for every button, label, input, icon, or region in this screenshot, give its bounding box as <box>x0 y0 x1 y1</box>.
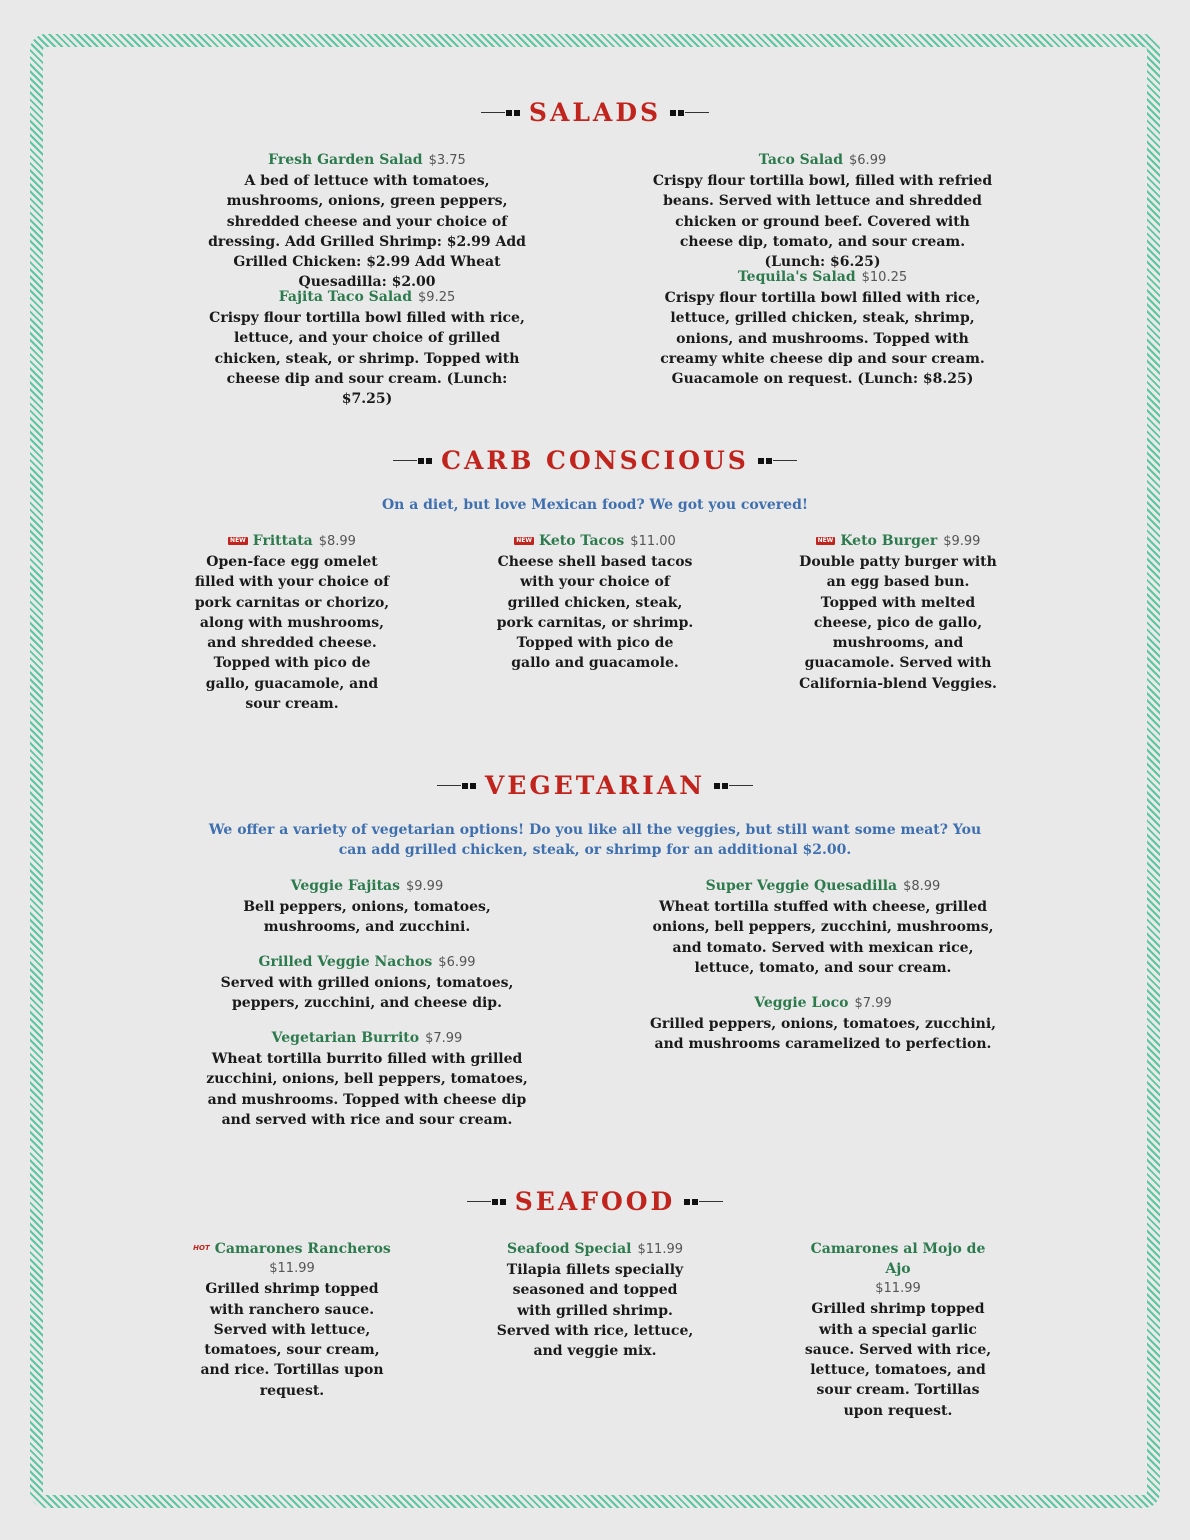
title-ornament-right <box>683 1199 723 1205</box>
item-price: $7.99 <box>854 996 892 1011</box>
item-description: Crispy flour tortilla bowl filled with rice, lettuce, grilled chicken, steak, shrimp, onions, and mushrooms. Topped with creamy white cheese dip and sour cream. Guacamole on request. (Lunch: $8.25) <box>660 290 985 388</box>
item-name: Camarones al Mojo de Ajo <box>810 1241 986 1277</box>
item-name: Grilled Veggie Nachos <box>258 954 433 970</box>
title-ornament-right <box>713 783 753 789</box>
title-ornament-right <box>669 110 709 116</box>
title-ornament-left <box>467 1199 507 1205</box>
item-name: Frittata <box>252 533 313 549</box>
menu-item <box>192 531 392 714</box>
item-description: Served with grilled onions, tomatoes, peppers, zucchini, and cheese dip. <box>220 975 514 1012</box>
title-ornament-right <box>757 458 797 464</box>
item-price: $3.75 <box>428 153 466 168</box>
item-price: $11.99 <box>269 1261 315 1276</box>
section-title-carb-conscious: CARB CONSCIOUS <box>0 446 1190 475</box>
item-price: $8.99 <box>318 534 356 549</box>
item-price: $11.99 <box>637 1242 683 1257</box>
menu-item <box>200 1028 534 1130</box>
item-name: Keto Burger <box>840 533 938 549</box>
new-badge-icon: NEW <box>516 537 532 544</box>
item-description: Grilled shrimp topped with ranchero sauce. Served with lettuce, tomatoes, sour cream, and rice. Tortillas upon request. <box>200 1281 384 1399</box>
menu-item <box>192 1239 392 1401</box>
item-name: Keto Tacos <box>538 533 625 549</box>
menu-item <box>648 993 998 1055</box>
item-price: $8.99 <box>903 879 941 894</box>
item-price: $11.99 <box>875 1281 921 1296</box>
item-name: Tequila's Salad <box>737 269 856 285</box>
item-description: Crispy flour tortilla bowl, filled with refried beans. Served with lettuce and shredded chicken or ground beef. Covered with cheese dip, tomato, and sour cream. (Lunch: $6.25) <box>652 173 993 271</box>
title-ornament-left <box>481 110 521 116</box>
item-description: Tilapia fillets specially seasoned and topped with grilled shrimp. Served with rice, lettuce, and veggie mix. <box>496 1262 694 1360</box>
item-price: $9.99 <box>406 879 444 894</box>
item-name: Veggie Fajitas <box>290 878 400 894</box>
item-name: Fajita Taco Salad <box>278 289 413 305</box>
menu-item <box>650 150 995 272</box>
menu-item <box>495 1239 695 1361</box>
section-subtitle: We offer a variety of vegetarian options! Do you like all the veggies, but still want some meat? You can add grilled chicken, steak, or shrimp for an additional $2.00. <box>208 822 982 858</box>
item-description: Grilled shrimp topped with a special garlic sauce. Served with rice, lettuce, tomatoes, and sour cream. Tortillas upon request. <box>804 1301 992 1419</box>
section-title-seafood: SEAFOOD <box>0 1187 1190 1216</box>
item-description: Grilled peppers, onions, tomatoes, zucchini, and mushrooms caramelized to perfection. <box>649 1016 997 1053</box>
menu-item <box>200 150 534 293</box>
item-name: Fresh Garden Salad <box>268 152 423 168</box>
item-price: $11.00 <box>630 534 676 549</box>
section-subtitle: On a diet, but love Mexican food? We got you covered! <box>381 497 809 513</box>
item-price: $9.25 <box>418 290 456 305</box>
section-title-vegetarian: VEGETARIAN <box>0 771 1190 800</box>
item-name: Vegetarian Burrito <box>271 1030 420 1046</box>
item-description: Bell peppers, onions, tomatoes, mushrooms, and zucchini. <box>243 899 491 936</box>
menu-item <box>798 531 998 694</box>
hot-badge-icon: HOT <box>193 1244 210 1252</box>
new-badge-icon: NEW <box>817 537 834 544</box>
new-badge-icon: NEW <box>230 537 246 544</box>
menu-item <box>196 952 538 1014</box>
item-description: Wheat tortilla stuffed with cheese, grilled onions, bell peppers, zucchini, mushrooms, and tomato. Served with mexican rice, lettuce, tomato, and sour cream. <box>652 899 994 976</box>
title-ornament-left <box>393 458 433 464</box>
item-name: Camarones Rancheros <box>214 1241 391 1257</box>
menu-item <box>650 267 995 389</box>
item-description: Crispy flour tortilla bowl filled with rice, lettuce, and your choice of grilled chicken, steak, or shrimp. Topped with cheese dip and sour cream. (Lunch: $7.25) <box>209 310 525 408</box>
item-name: Taco Salad <box>758 152 844 168</box>
menu-item <box>495 531 695 674</box>
section-title-salads: SALADS <box>0 98 1190 127</box>
title-ornament-left <box>437 783 477 789</box>
menu-item <box>200 287 534 409</box>
item-description: Open-face egg omelet filled with your choice of pork carnitas or chorizo, along with mushrooms, and shredded cheese. Topped with pico de gallo, guacamole, and sour cream. <box>194 554 390 713</box>
item-name: Super Veggie Quesadilla <box>705 878 898 894</box>
item-price: $7.99 <box>425 1031 463 1046</box>
item-name: Veggie Loco <box>754 995 849 1011</box>
menu-item <box>798 1239 998 1421</box>
item-price: $9.99 <box>943 534 981 549</box>
item-price: $6.99 <box>849 153 887 168</box>
item-description: Cheese shell based tacos with your choice of grilled chicken, steak, pork carnitas, or shrimp. Topped with pico de gallo and guacamole. <box>496 554 694 672</box>
item-price: $10.25 <box>861 270 908 285</box>
item-name: Seafood Special <box>507 1241 632 1257</box>
item-description: Wheat tortilla burrito filled with grilled zucchini, onions, bell peppers, tomatoes, and mushrooms. Topped with cheese dip and served with rice and sour cream. <box>206 1051 528 1128</box>
item-description: Double patty burger with an egg based bun. Topped with melted cheese, pico de gallo, mushrooms, and guacamole. Served with California-blend Veggies. <box>799 554 997 692</box>
item-description: A bed of lettuce with tomatoes, mushrooms, onions, green peppers, shredded cheese and your choice of dressing. Add Grilled Shrimp: $2.99 Add Grilled Chicken: $2.99 Add Wheat Quesadilla: $2.00 <box>208 173 526 291</box>
item-price: $6.99 <box>438 955 476 970</box>
menu-item <box>648 876 998 978</box>
menu-item <box>200 876 534 938</box>
